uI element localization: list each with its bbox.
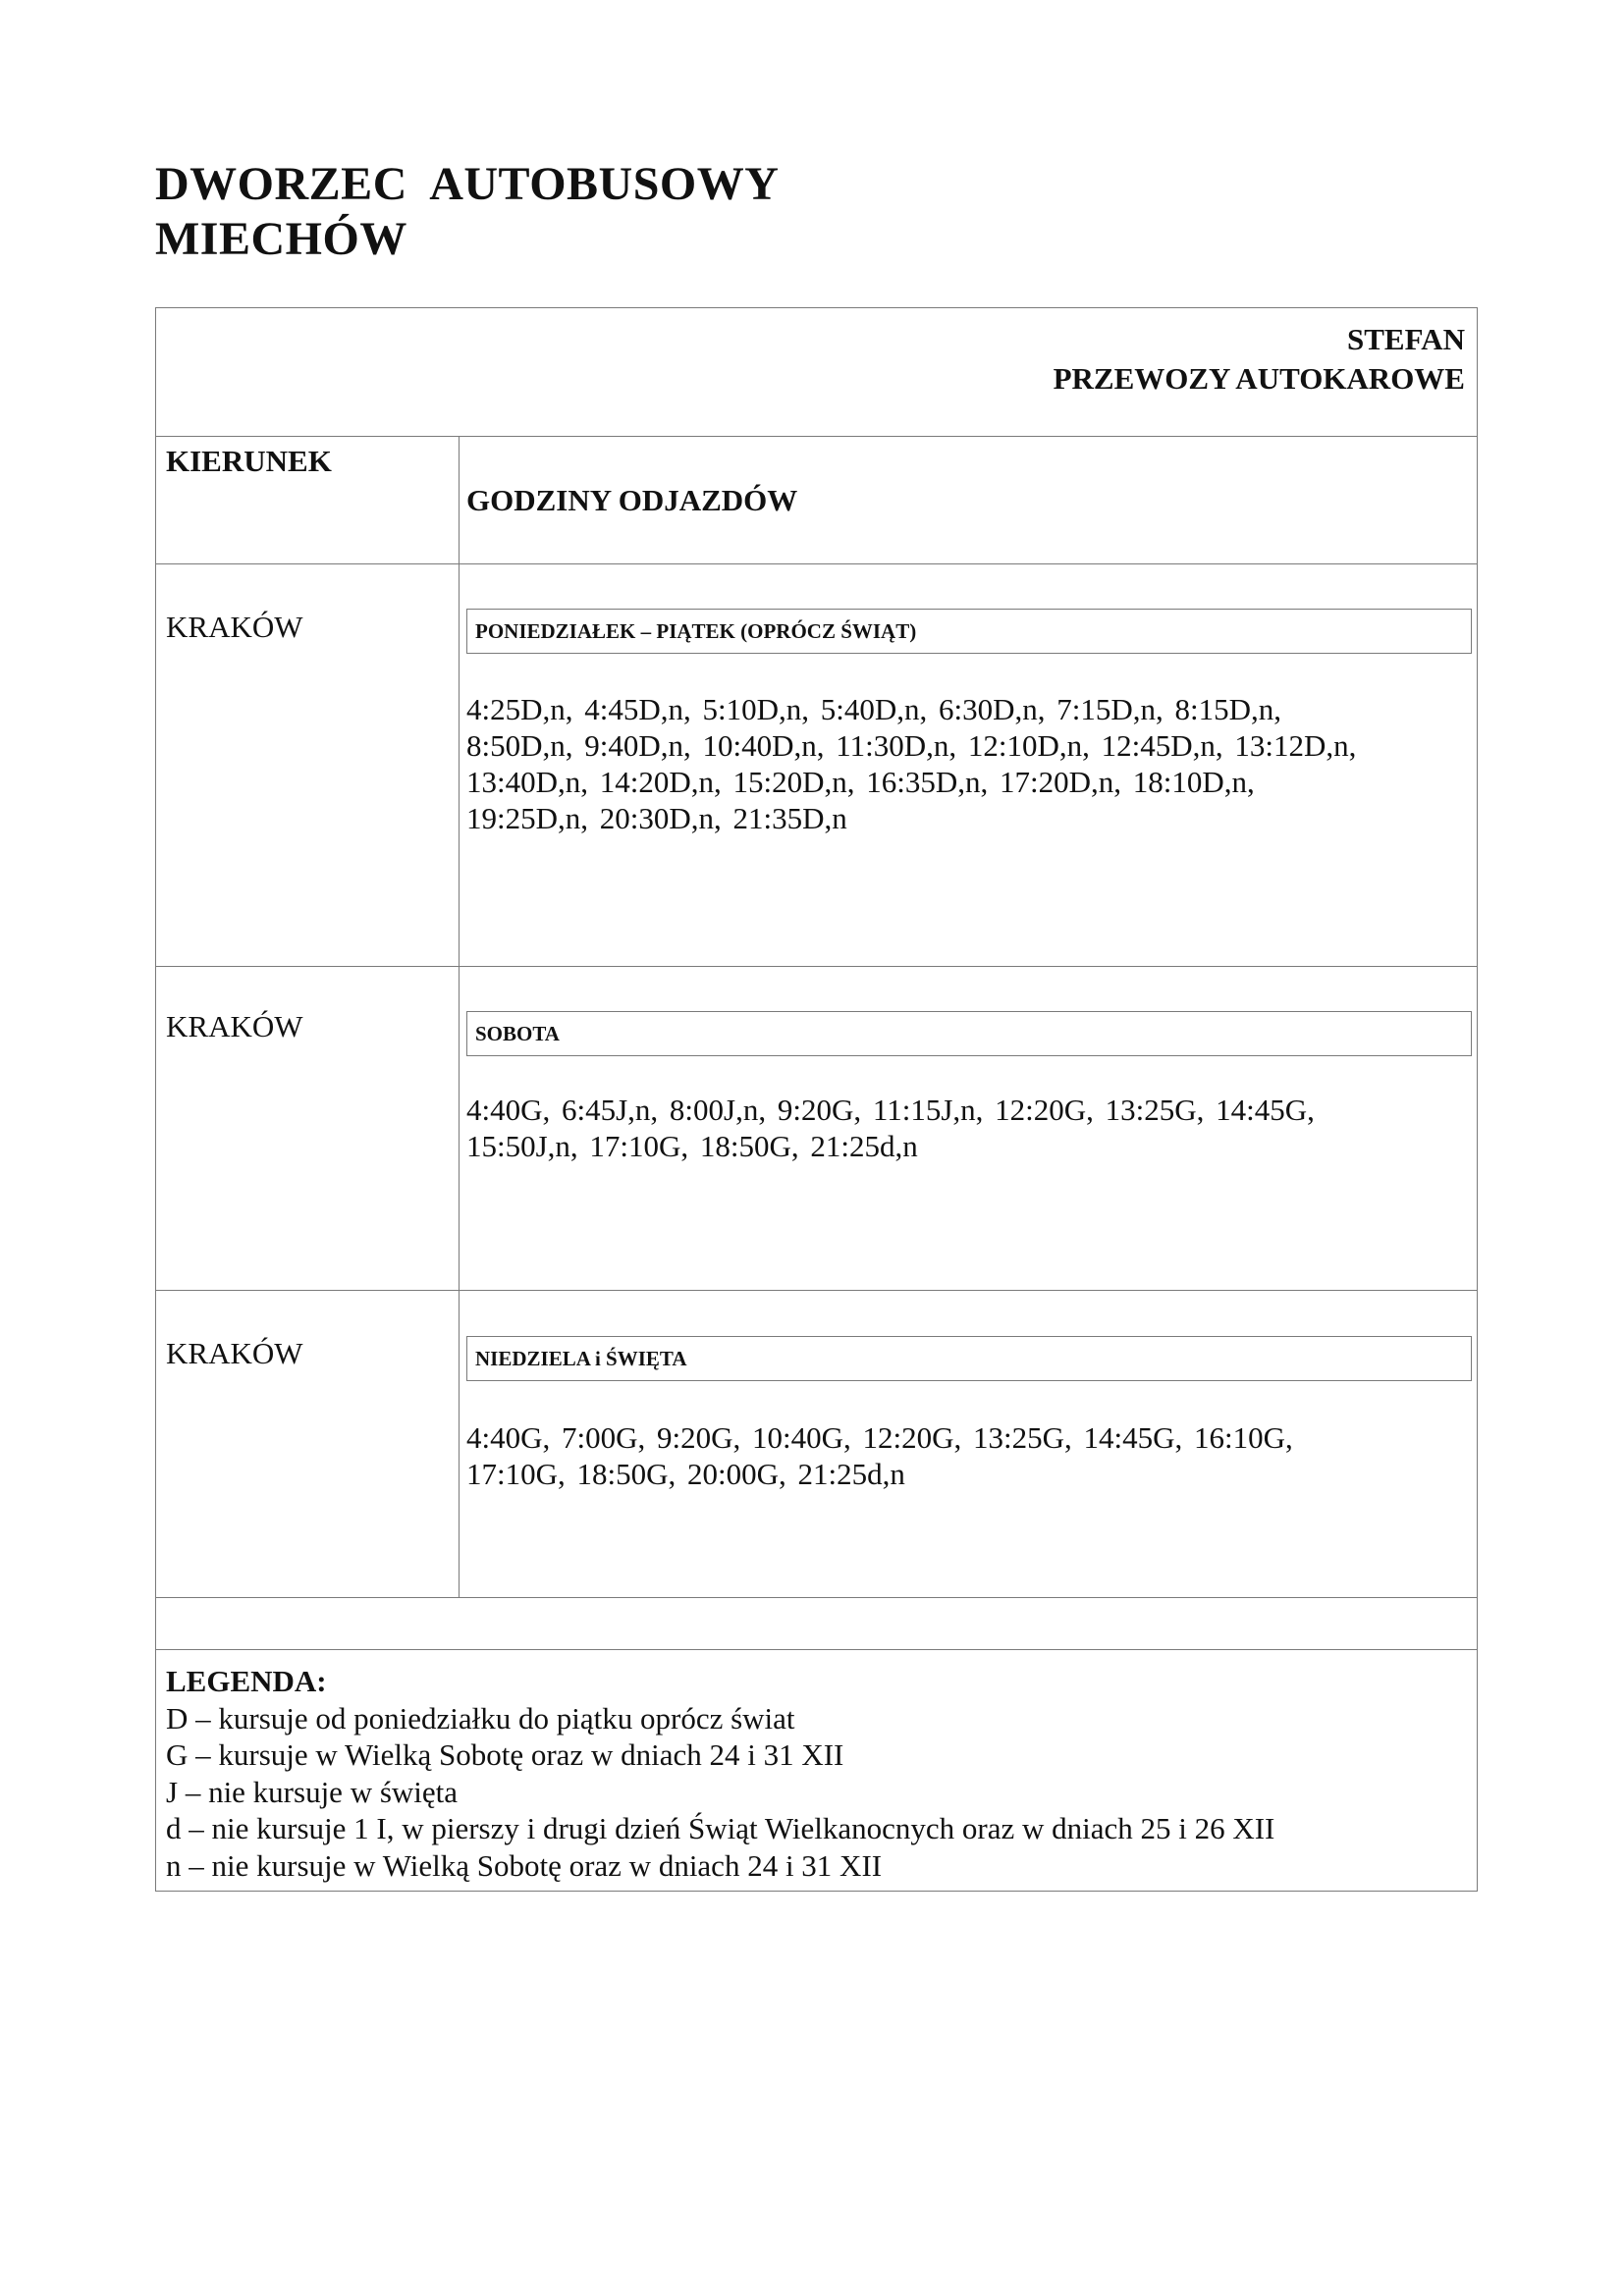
times-line: 4:40G, 6:45J,n, 8:00J,n, 9:20G, 11:15J,n, 12:20G, 13:25G, 14:45G, [466, 1093, 1315, 1127]
legend-title: LEGENDA: [166, 1664, 327, 1698]
direction-cell: KRAKÓW [166, 1336, 303, 1370]
row-divider [156, 1649, 1477, 1650]
times-line: 17:10G, 18:50G, 20:00G, 21:25d,n [466, 1457, 905, 1491]
times-line: 8:50D,n, 9:40D,n, 10:40D,n, 11:30D,n, 12:10D,n, 12:45D,n, 13:12D,n, [466, 728, 1357, 763]
page-title-line1: DWORZEC AUTOBUSOWY [155, 158, 780, 210]
direction-cell: KRAKÓW [166, 610, 303, 644]
times-line: 19:25D,n, 20:30D,n, 21:35D,n [466, 801, 847, 835]
legend-item: D – kursuje od poniedziałku do piątku oprócz świat [166, 1700, 795, 1735]
departure-times [466, 691, 1468, 836]
legend-item: d – nie kursuje 1 I, w pierszy i drugi dzień Świąt Wielkanocnych oraz w dniach 25 i 26 XII [166, 1811, 1275, 1845]
times-line: 15:50J,n, 17:10G, 18:50G, 21:25d,n [466, 1129, 918, 1163]
page-title [155, 157, 779, 267]
day-type-box: SOBOTA [466, 1011, 1472, 1056]
day-type-box: NIEDZIELA i ŚWIĘTA [466, 1336, 1472, 1381]
legend [166, 1663, 1274, 1884]
times-line: 4:25D,n, 4:45D,n, 5:10D,n, 5:40D,n, 6:30D,n, 7:15D,n, 8:15D,n, [466, 692, 1281, 726]
company-subtitle: PRZEWOZY AUTOKAROWE [1053, 361, 1465, 396]
times-line: 4:40G, 7:00G, 9:20G, 10:40G, 12:20G, 13:25G, 14:45G, 16:10G, [466, 1420, 1293, 1455]
company-name: STEFAN [1346, 322, 1465, 356]
timetable [155, 307, 1478, 1892]
column-divider [459, 436, 460, 1597]
row-divider [156, 1597, 1477, 1598]
departure-times [466, 1092, 1468, 1164]
row-divider [156, 563, 1477, 564]
page-title-line2: MIECHÓW [155, 213, 407, 265]
row-divider [156, 966, 1477, 967]
direction-cell: KRAKÓW [166, 1009, 303, 1043]
company-block [1054, 320, 1465, 399]
times-line: 13:40D,n, 14:20D,n, 15:20D,n, 16:35D,n, 17:20D,n, 18:10D,n, [466, 765, 1255, 799]
times-header: GODZINY ODJAZDÓW [466, 483, 798, 517]
row-divider [156, 436, 1477, 437]
day-type-box: PONIEDZIAŁEK – PIĄTEK (OPRÓCZ ŚWIĄT) [466, 609, 1472, 654]
direction-header: KIERUNEK [166, 444, 332, 478]
legend-item: G – kursuje w Wielką Sobotę oraz w dniach 24 i 31 XII [166, 1737, 844, 1772]
legend-item: n – nie kursuje w Wielką Sobotę oraz w dniach 24 i 31 XII [166, 1847, 883, 1883]
legend-item: J – nie kursuje w święta [166, 1774, 459, 1809]
row-divider [156, 1290, 1477, 1291]
departure-times [466, 1419, 1468, 1492]
